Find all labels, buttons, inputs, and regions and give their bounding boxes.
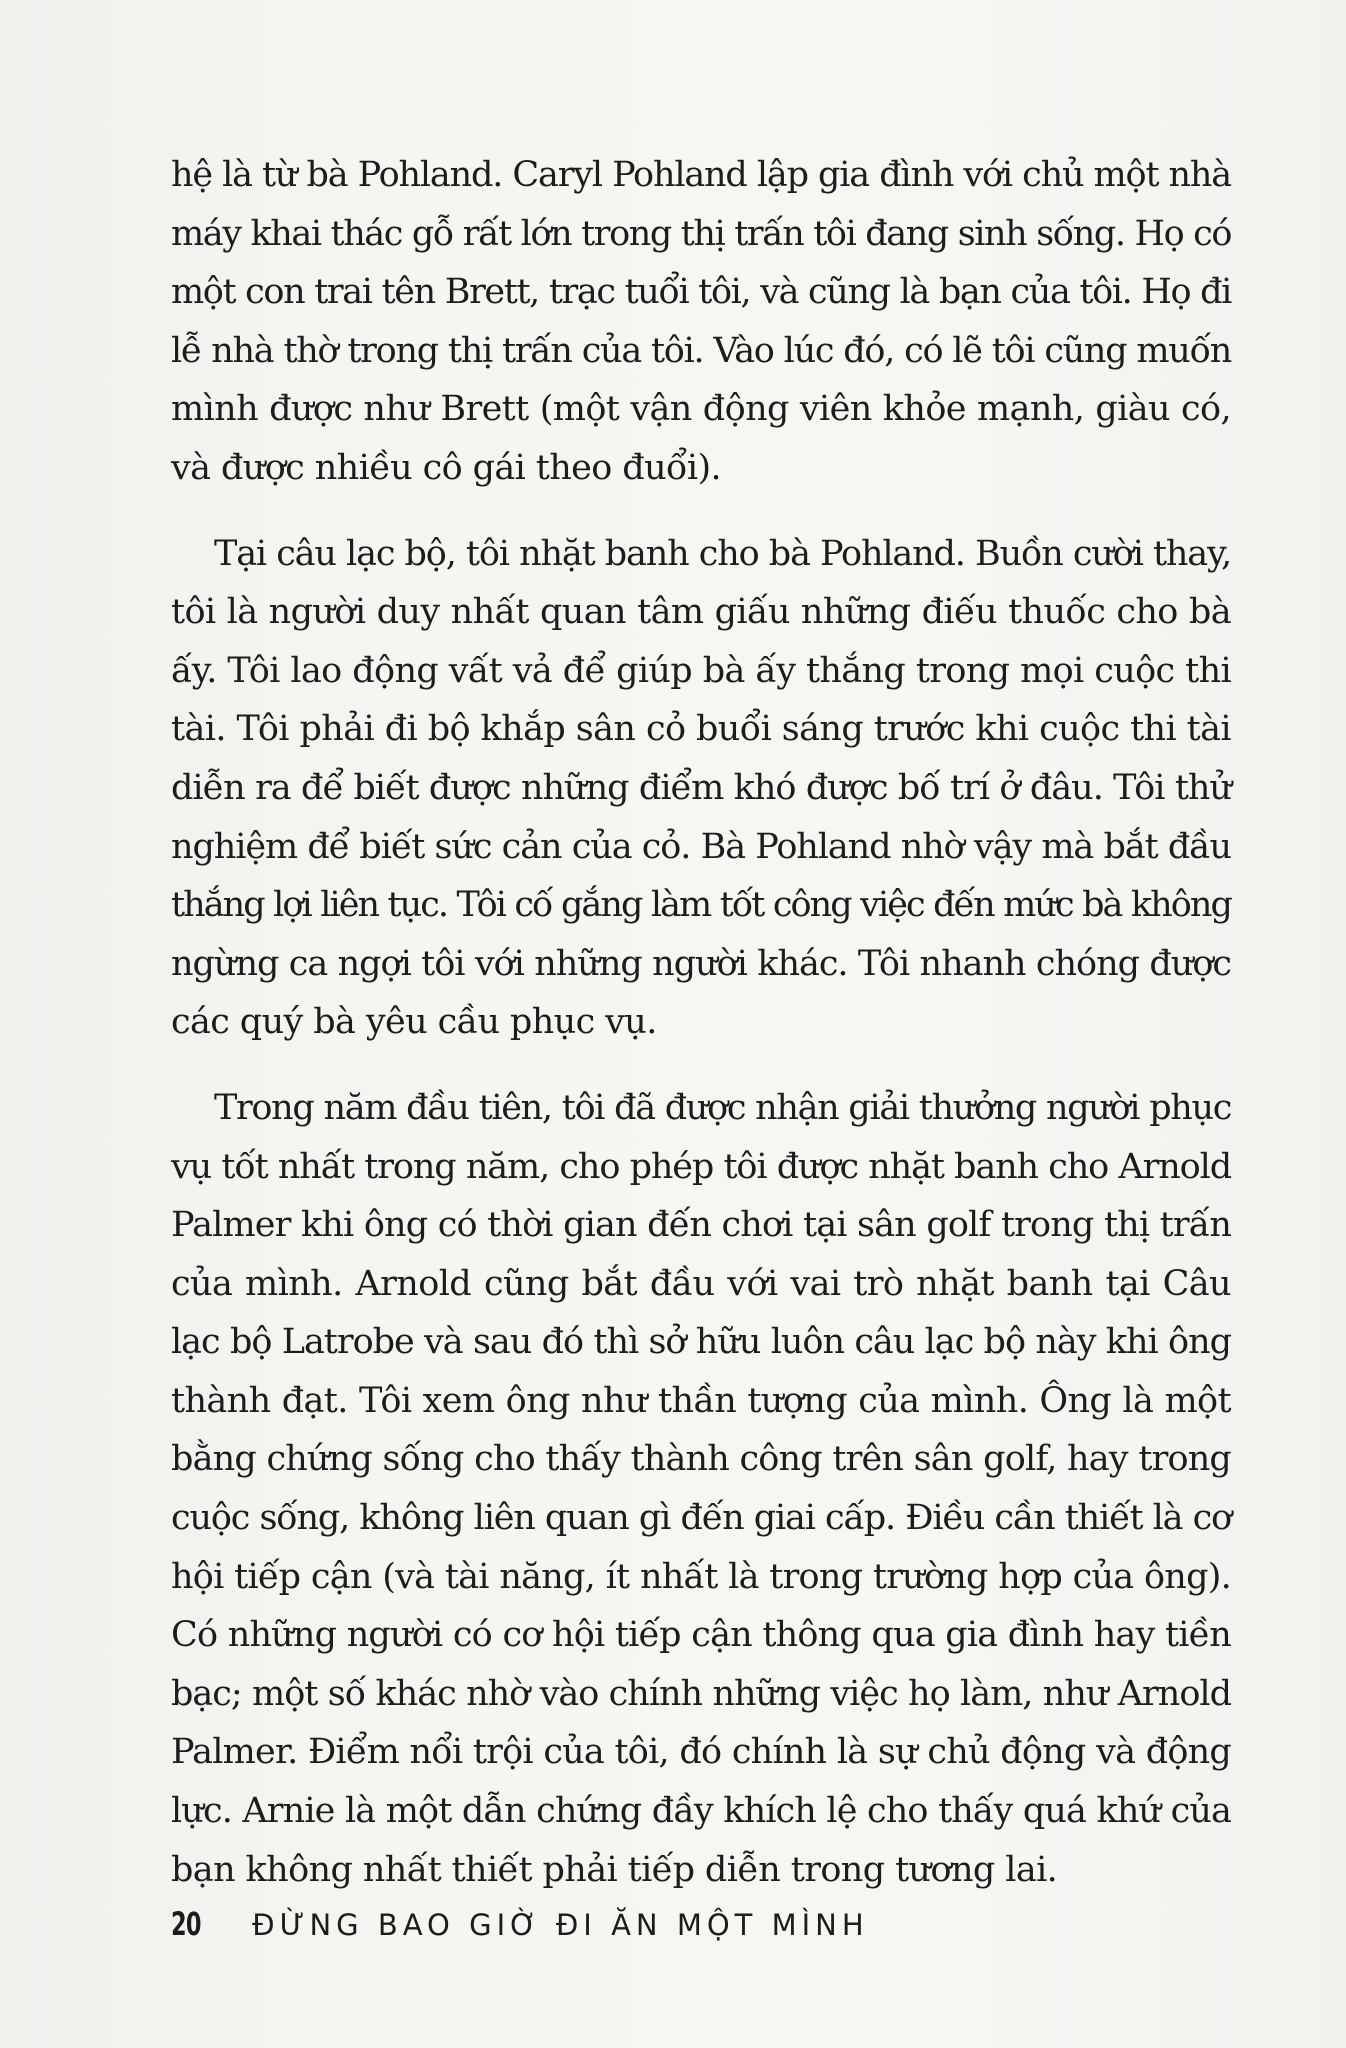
text-line: ấy. Tôi lao động vất vả để giúp bà ấy thắng trong mọi cuộc thi <box>171 650 1231 691</box>
text-line: ngừng ca ngợi tôi với những người khác. Tôi nhanh chóng được <box>171 943 1231 984</box>
text-line: Có những người có cơ hội tiếp cận thông qua gia đình hay tiền <box>171 1615 1231 1656</box>
text-line: thắng lợi liên tục. Tôi cố gắng làm tốt công việc đến mức bà không <box>171 885 1231 926</box>
text-line: hệ là từ bà Pohland. Caryl Pohland lập gia đình với chủ một nhà <box>171 155 1231 195</box>
text-line: Tại câu lạc bộ, tôi nhặt banh cho bà Pohland. Buồn cười thay, <box>214 533 1231 574</box>
text-line: hội tiếp cận (và tài năng, ít nhất là trong trường hợp của ông). <box>171 1556 1231 1597</box>
paragraph-3 <box>171 1079 1231 1899</box>
text-line: lễ nhà thờ trong thị trấn của tôi. Vào lúc đó, có lẽ tôi cũng muốn <box>171 330 1231 371</box>
text-line: và được nhiều cô gái theo đuổi). <box>171 447 722 488</box>
text-line: tôi là người duy nhất quan tâm giấu những điếu thuốc cho bà <box>171 592 1231 633</box>
page-number: 20 <box>171 1905 201 1943</box>
text-line: bạn không nhất thiết phải tiếp diễn trong tương lai. <box>171 1849 1058 1890</box>
text-line: một con trai tên Brett, trạc tuổi tôi, và cũng là bạn của tôi. Họ đi <box>171 272 1231 313</box>
paragraph-1 <box>171 146 1231 498</box>
text-line: lực. Arnie là một dẫn chứng đầy khích lệ cho thấy quá khứ của <box>171 1791 1231 1832</box>
text-line: diễn ra để biết được những điểm khó được bố trí ở đâu. Tôi thử <box>171 767 1231 808</box>
paragraph-2 <box>171 525 1231 1052</box>
text-line: máy khai thác gỗ rất lớn trong thị trấn tôi đang sinh sống. Họ có <box>171 213 1231 254</box>
text-line: lạc bộ Latrobe và sau đó thì sở hữu luôn câu lạc bộ này khi ông <box>171 1322 1231 1363</box>
text-line: nghiệm để biết sức cản của cỏ. Bà Pohland nhờ vậy mà bắt đầu <box>171 826 1231 867</box>
text-line: bạc; một số khác nhờ vào chính những việc họ làm, như Arnold <box>171 1673 1231 1714</box>
text-line: Palmer khi ông có thời gian đến chơi tại sân golf trong thị trấn <box>171 1205 1231 1246</box>
running-title: ĐỪNG BAO GIỜ ĐI ĂN MỘT MÌNH <box>252 1908 869 1942</box>
text-line: Trong năm đầu tiên, tôi đã được nhận giải thưởng người phục <box>214 1087 1231 1128</box>
text-line: tài. Tôi phải đi bộ khắp sân cỏ buổi sáng trước khi cuộc thi tài <box>171 709 1231 750</box>
text-line: của mình. Arnold cũng bắt đầu với vai trò nhặt banh tại Câu <box>171 1263 1231 1304</box>
text-line: các quý bà yêu cầu phục vụ. <box>171 1002 657 1043</box>
body-text <box>171 146 1231 1926</box>
page-footer <box>171 1905 869 1943</box>
text-line: Palmer. Điểm nổi trội của tôi, đó chính là sự chủ động và động <box>171 1732 1231 1773</box>
text-line: cuộc sống, không liên quan gì đến giai cấp. Điều cần thiết là cơ <box>171 1498 1231 1539</box>
text-line: mình được như Brett (một vận động viên khỏe mạnh, giàu có, <box>171 389 1231 430</box>
text-line: thành đạt. Tôi xem ông như thần tượng của mình. Ông là một <box>171 1380 1231 1421</box>
text-line: vụ tốt nhất trong năm, cho phép tôi được nhặt banh cho Arnold <box>171 1146 1231 1187</box>
text-line: bằng chứng sống cho thấy thành công trên sân golf, hay trong <box>171 1439 1231 1480</box>
